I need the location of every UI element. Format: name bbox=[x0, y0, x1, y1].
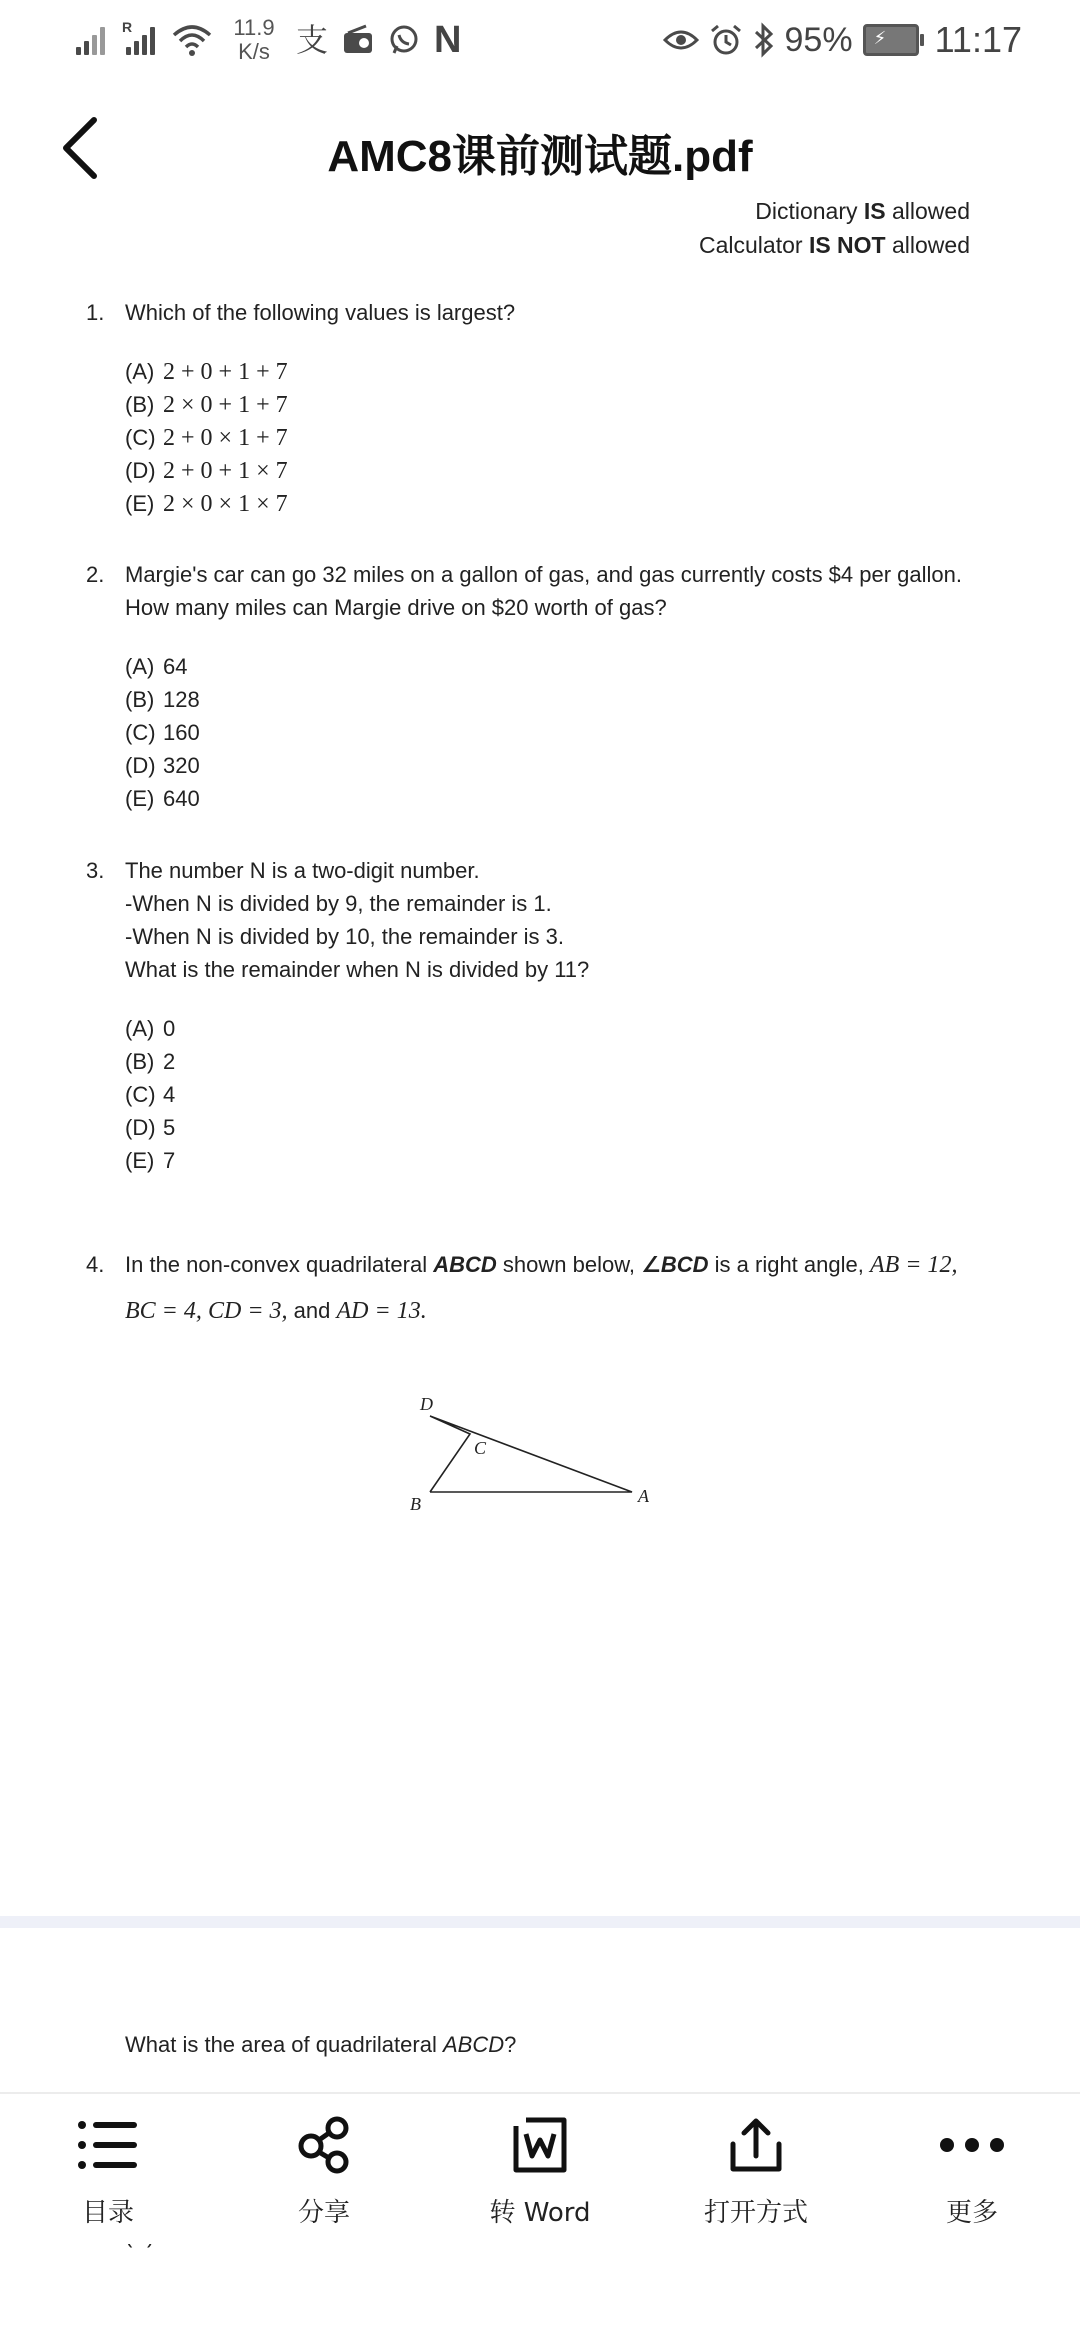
question-line: -When N is divided by 10, the remainder is 3. bbox=[125, 924, 564, 949]
option-label: (C) bbox=[125, 720, 156, 745]
status-bar bbox=[0, 0, 1080, 80]
rule-text: Calculator bbox=[699, 232, 803, 258]
open-with-icon bbox=[727, 2116, 785, 2174]
option bbox=[125, 355, 986, 388]
question-line: The number N is a two-digit number. bbox=[125, 858, 480, 883]
option-value: 2 bbox=[163, 1049, 176, 1074]
option bbox=[125, 421, 986, 454]
question-line: -When N is divided by 9, the remainder is 1. bbox=[125, 891, 552, 916]
option-value: 2 + 0 + 1 × 7 bbox=[163, 458, 288, 484]
option bbox=[125, 454, 986, 487]
option bbox=[125, 683, 1006, 716]
question-text bbox=[125, 1242, 1006, 1334]
vertex-label-a: A bbox=[638, 1486, 649, 1506]
text-run: ? bbox=[504, 2032, 517, 2057]
net-speed bbox=[226, 16, 282, 64]
text-run: BC = 4, bbox=[125, 1298, 202, 1324]
question-4 bbox=[86, 1242, 1006, 1334]
option-label: (E) bbox=[125, 786, 155, 811]
question-3 bbox=[86, 854, 986, 1177]
text-run: ABCD bbox=[433, 1252, 497, 1277]
option-value: 640 bbox=[163, 786, 200, 811]
clock: 11:17 bbox=[934, 19, 1022, 60]
wifi-icon bbox=[172, 23, 212, 57]
eye-icon bbox=[663, 26, 699, 54]
whatsapp-icon bbox=[388, 24, 420, 56]
rule-text: allowed bbox=[892, 198, 970, 224]
answer-options bbox=[125, 1012, 986, 1177]
answer-options bbox=[125, 650, 1006, 815]
option-value: 160 bbox=[163, 720, 200, 745]
option bbox=[125, 1111, 986, 1144]
question-line bbox=[125, 1242, 1006, 1288]
quadrilateral-outline bbox=[430, 1416, 632, 1492]
option-label: (C) bbox=[125, 425, 156, 450]
option-label: (D) bbox=[125, 458, 156, 483]
toc-button[interactable] bbox=[28, 2108, 188, 2240]
question-text bbox=[125, 854, 986, 986]
option-value: 2 × 0 × 1 × 7 bbox=[163, 491, 288, 517]
question-line: What is the remainder when N is divided by 11? bbox=[125, 957, 590, 982]
radio-icon bbox=[342, 25, 374, 55]
option bbox=[125, 388, 986, 421]
battery-percent: 95% bbox=[784, 20, 853, 59]
calculator-rule bbox=[699, 232, 970, 259]
question-number: 4. bbox=[86, 1252, 105, 1277]
question-line: Margie's car can go 32 miles on a gallon of gas, and gas currently costs $4 per gallon. bbox=[125, 562, 962, 587]
option-value: 2 × 0 + 1 + 7 bbox=[163, 392, 288, 418]
rule-emphasis: IS bbox=[863, 198, 886, 224]
option-value: 64 bbox=[163, 654, 188, 679]
question-text bbox=[125, 558, 1006, 624]
open-with-button[interactable] bbox=[676, 2108, 836, 2240]
option bbox=[125, 1045, 986, 1078]
rule-text: allowed bbox=[892, 232, 970, 258]
open-with-label: 打开方式 bbox=[703, 2198, 808, 2228]
option-value: 5 bbox=[163, 1115, 176, 1140]
option bbox=[125, 782, 1006, 815]
option-label: (B) bbox=[125, 687, 155, 712]
option bbox=[125, 749, 1006, 782]
question-number: 1. bbox=[86, 300, 105, 325]
share-icon bbox=[295, 2116, 353, 2174]
more-button[interactable] bbox=[892, 2108, 1052, 2240]
text-run: In the non-convex quadrilateral bbox=[125, 1252, 428, 1277]
share-label: 分享 bbox=[297, 2198, 350, 2228]
option-value: 0 bbox=[163, 1016, 176, 1041]
alarm-icon bbox=[709, 23, 743, 57]
bluetooth-icon bbox=[753, 22, 775, 58]
text-run: AD = 13. bbox=[336, 1298, 427, 1324]
option-value: 2 + 0 × 1 + 7 bbox=[163, 425, 288, 451]
list-icon bbox=[77, 2120, 139, 2170]
option bbox=[125, 1078, 986, 1111]
pdf-document-view[interactable] bbox=[0, 198, 1080, 2092]
vertex-label-b: B bbox=[410, 1494, 421, 1514]
option bbox=[125, 487, 986, 520]
option bbox=[125, 1144, 986, 1177]
option bbox=[125, 716, 1006, 749]
question-1 bbox=[86, 296, 986, 520]
text-run: shown below, bbox=[502, 1252, 635, 1277]
option-value: 320 bbox=[163, 753, 200, 778]
question-number: 2. bbox=[86, 562, 105, 587]
option-label: (A) bbox=[125, 1016, 155, 1041]
convert-word-button[interactable] bbox=[460, 2108, 620, 2240]
option bbox=[125, 1012, 986, 1045]
vertex-label-d: D bbox=[420, 1394, 433, 1414]
signal-icon bbox=[72, 23, 108, 57]
option bbox=[125, 650, 1006, 683]
more-label: 更多 bbox=[945, 2198, 998, 2228]
page-title: AMC8课前测试题.pdf bbox=[327, 132, 753, 181]
pdf-page bbox=[0, 184, 1080, 1906]
text-run: ∠BCD bbox=[641, 1252, 709, 1277]
more-icon bbox=[939, 2137, 1005, 2153]
text-run: What is the area of quadrilateral bbox=[125, 2032, 437, 2057]
share-button[interactable] bbox=[244, 2108, 404, 2240]
option-label: (C) bbox=[125, 1082, 156, 1107]
option-label: (D) bbox=[125, 1115, 156, 1140]
question-text bbox=[125, 2028, 986, 2061]
option-label: (A) bbox=[125, 654, 155, 679]
option-label: (E) bbox=[125, 491, 155, 516]
text-run: ABCD bbox=[442, 2032, 505, 2057]
page-divider bbox=[0, 1916, 1080, 1928]
quadrilateral-figure bbox=[390, 1368, 690, 1518]
n-icon: N bbox=[434, 19, 462, 61]
text-run: and bbox=[293, 1298, 331, 1323]
answer-options bbox=[125, 355, 986, 520]
dictionary-rule bbox=[755, 198, 970, 225]
option-label: (B) bbox=[125, 392, 155, 417]
net-speed-unit: K/s bbox=[238, 39, 270, 64]
word-icon bbox=[512, 2116, 568, 2174]
question-line bbox=[125, 1288, 1006, 1334]
option-value: 4 bbox=[163, 1082, 176, 1107]
net-speed-value: 11.9 bbox=[233, 15, 275, 40]
signal-icon bbox=[122, 19, 158, 57]
option-value: 128 bbox=[163, 687, 200, 712]
convert-word-label: 转 Word bbox=[489, 2198, 591, 2228]
alipay-icon: 支 bbox=[296, 22, 329, 58]
roaming-indicator: R bbox=[122, 19, 133, 35]
battery-icon: ⚡ bbox=[863, 24, 919, 56]
option-value: 7 bbox=[163, 1148, 176, 1173]
option-label: (A) bbox=[125, 359, 155, 384]
bottom-toolbar bbox=[0, 2092, 1080, 2244]
text-run: is a right angle, bbox=[714, 1252, 864, 1277]
text-run: CD = 3, bbox=[208, 1298, 288, 1324]
question-text: Which of the following values is largest? bbox=[125, 300, 516, 325]
question-line: How many miles can Margie drive on $20 worth of gas? bbox=[125, 595, 667, 620]
rule-emphasis: IS NOT bbox=[808, 232, 886, 258]
toc-label: 目录 bbox=[81, 2198, 134, 2228]
vertex-label-c: C bbox=[474, 1438, 487, 1458]
text-run: AB = 12, bbox=[869, 1252, 958, 1278]
question-number: 3. bbox=[86, 858, 105, 883]
question-2 bbox=[86, 558, 1006, 815]
option-label: (B) bbox=[125, 1049, 155, 1074]
option-value: 2 + 0 + 1 + 7 bbox=[163, 359, 288, 385]
rule-text: Dictionary bbox=[755, 198, 858, 224]
option-label: (D) bbox=[125, 753, 156, 778]
option-label: (E) bbox=[125, 1148, 155, 1173]
